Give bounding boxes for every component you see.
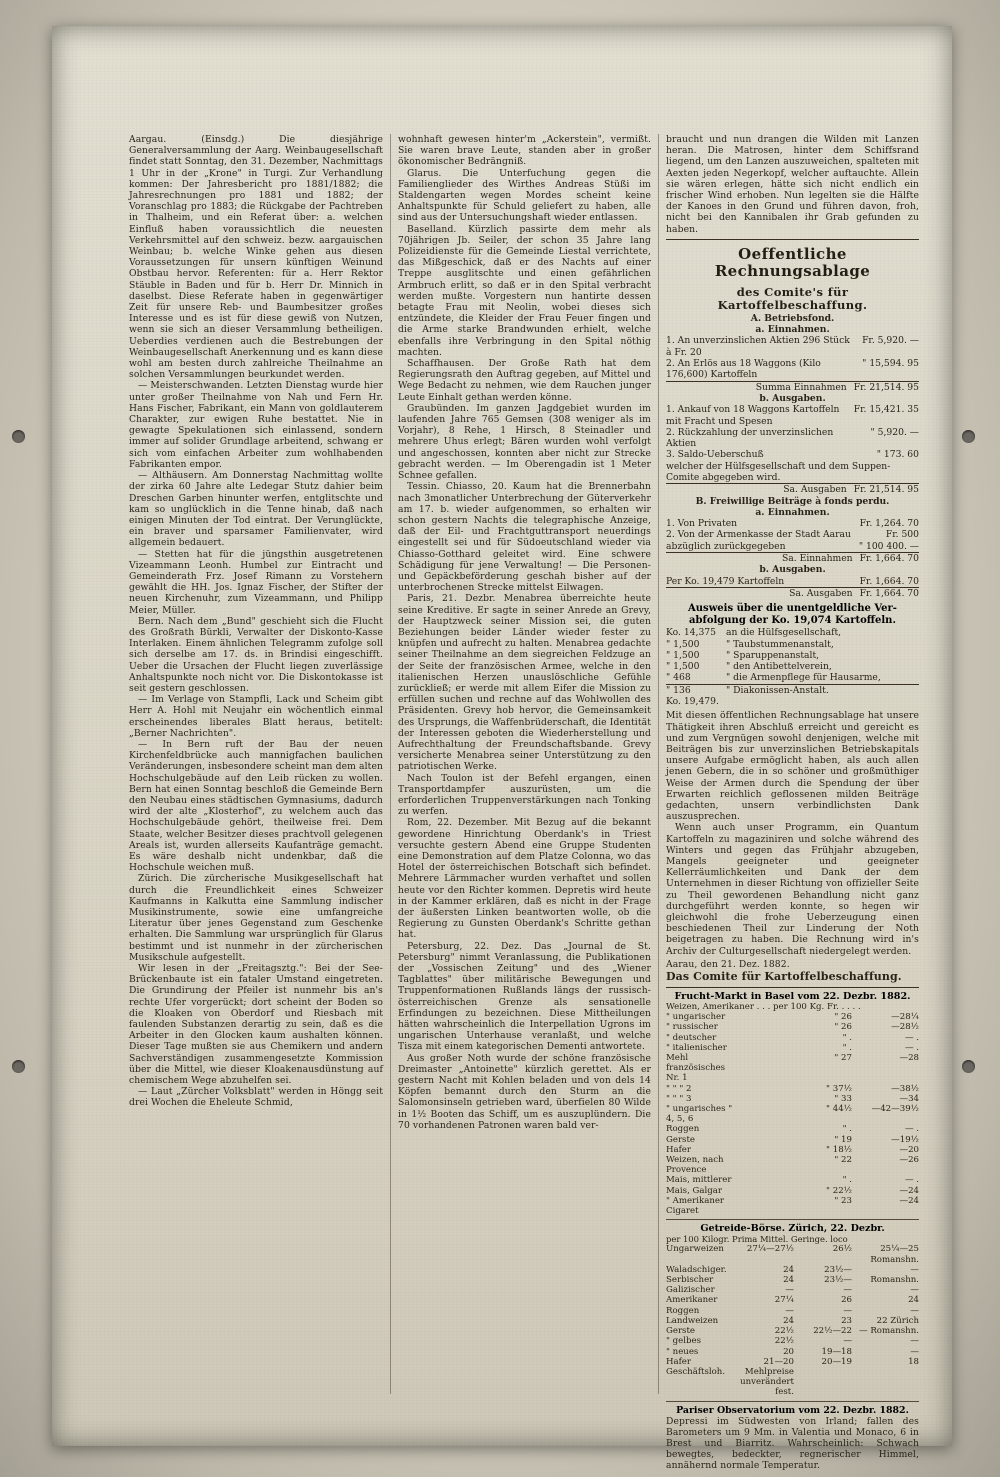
cell: 22½ [774,1336,794,1347]
table-row [666,1012,919,1022]
row-label: 2. Rückzahlung der unverzinslichen Aktien [666,426,834,450]
row-label: Per Ko. 19,479 Kartoffeln [666,575,785,587]
cell: 23 [841,1315,852,1326]
cell [740,1145,798,1155]
row-label: 1. An unverzinslichen Aktien 296 Stück à Fr. 20 [666,335,850,358]
table-row [666,1306,919,1316]
cell: Roggen [666,1124,700,1135]
cell: — [785,1285,794,1296]
row-amount: Fr. 5,920. — [862,335,919,347]
paragraph: Mit diesen öffentlichen Rechnungsablage hat unsere Thätigkeit ihren Abschluß erreicht und gereicht es und zum Vergnügen sowohl denjenigen, welche mit Beiträgen bis zur unverzinslichen Betriebskapitals unsere Aufgabe ermöglicht haben, als auch allen jenen Gebern, die in so schöner und großmüthiger Weise der Armen durch die Spendung der über Erwarten reichlich geflossenen milden Beiträge gedachten, unsern verbindlichsten Dank auszusprechen. [666,710,919,823]
cell: — [785,1305,794,1316]
table-row [666,483,919,495]
cell: 24 [783,1315,794,1326]
section-b-head: B. Freiwillige Beiträge à fonds perdu. [695,495,890,507]
cell: Mais, mittlerer [666,1175,732,1186]
paragraph: — Stetten hat für die jüngsthin ausgetretenen Vizeammann Leonh. Humbel zur Eintracht und Gemeinderath Frz. Josef Rimann zu Vorstehern gewählt die HH. Jos. Ignaz Fischer, der Stifter der neuen Kirchenuhr, zum Vizeammann, und Philipp Meier, Müller. [129,548,383,616]
section-b-income-head: a. Einnahmen. [755,506,830,518]
row-amount: " 15,594. 95 [862,358,919,370]
list-item [666,627,919,638]
row-amount: " 173. 60 [876,449,919,461]
cell [856,1367,919,1398]
signature: Das Comite für Kartoffelbeschaffung. [666,970,902,983]
row-label: Summa Einnahmen [755,381,847,393]
row-label: 2. Von der Armenkasse der Stadt Aarau [666,529,851,541]
row-label: 2. An Erlös aus 18 Waggons (Kilo 176,600) Kartoffeln [666,358,821,381]
cell: " deutscher [666,1032,717,1043]
row-amount: " 100 400. — [858,540,919,552]
cell: 24 [783,1264,794,1275]
cell: Hafer [666,1356,691,1367]
cell: — [843,1285,852,1296]
column-1 [122,134,390,1394]
paragraph: Rom, 22. Dezember. Mit Bezug auf die bekannt gewordene Hinrichtung Oberdank's in Triest versuchte gestern Abend eine Gruppe Studenten eine Demonstration auf dem Platze Colonna, wo das Hotel der österreichischen Botschaft sich befindet. Mehrere Lärmmacher wurden verhaftet und sollen heute vor den Richter kommen. Depretis wird heute in der Kammer erklären, daß es nicht in der Frage der äußersten Linken beantworten wolle, ob die Regierung zu Gunsten Oberdank's Schritte gethan hat. [398,817,651,941]
paragraph: Baselland. Kürzlich passirte dem mehr als 70jährigen Jb. Seiler, der schon 35 Jahre lang Polizeidienste für die Gemeinde Liestal verrichtete, das Mißgeschick, daß er des Nachts auf einer Treppe ausglitschte und einen gefährlichen Armbruch erlitt, so daß er in den Spital verbracht werden mußte. Vorgestern nun hantirte dessen betagte Frau mit Neolin, wobei dieses sich entzündete, die Kleider der Frau Feuer fingen und die Arme starke Brandwunden erhielt, welche ebenfalls ihre Verbringung in den Spital nöthig machten. [398,223,651,358]
cell: —19½ [891,1134,919,1145]
cell: 22 Zürich [876,1315,919,1326]
cell: Hafer [666,1144,691,1155]
cell: — . [904,1175,919,1186]
table-row [666,1275,919,1285]
dateline: Aarau, den 21. Dez. 1882. [666,958,790,970]
cell: — . [904,1042,919,1053]
table-row [666,1357,919,1367]
cell [740,1053,798,1084]
cell: " 18½ [826,1144,852,1155]
cell: 25¼—25 Romanshn. [870,1244,919,1265]
list-item [666,672,919,683]
table-row [666,358,919,381]
row-amount: Fr. 500 [885,529,919,541]
recipient: " den Antibettelverein, [726,661,832,673]
paragraph: Nach Toulon ist der Befehl ergangen, einen Transportdampfer auszurüsten, um die erforderlichen Truppenverstärkungen nach Tonking zu werfen. [398,772,651,818]
cell: — [910,1305,919,1316]
table-row [666,1104,919,1124]
cell: —38½ [891,1083,919,1094]
table-row [666,1084,919,1094]
cell: " Amerikaner Cigaret [666,1195,725,1217]
cell: — . [904,1032,919,1043]
weather-body: Depressi im Südwesten von Irland; fallen des Barometers um 9 Mm. in Valentia und Monaco, 6 in Brest und Biarritz. Wahrscheinlich: Schwach bewegtes, bedeckter, regnerischer Himmel, annähernd normale Temperatur. [666,1415,919,1472]
table-row [666,552,919,564]
cell: Mais, Galgar [666,1185,723,1196]
recipient: an die Hülfsgesellschaft, [726,627,842,639]
table-row [666,1135,919,1145]
cell [740,1104,798,1124]
row-amount: Fr. 1,664. 70 [859,587,919,599]
cell: " 23 [834,1195,852,1206]
paragraph: — In Bern ruft der Bau der neuen Kirchenfeldbrücke auch mannigfachen baulichen Veränderungen, insbesondere scheint man dem alten Hochschulgebäude auf den Leib rücken zu wollen. Bern hat einen Sonntag beschloß die Gemeinde Bern den Neubau eines städtischen Gymnasiums, dadurch wird der alte „Klosterhof", zu welchem auch das Hochschulgebäude gehört, theilweise frei. Dem Staate, welcher Besitzer dieses prachtvoll gelegenen Areals ist, wurden allerseits Kaufanträge gemacht. Es wäre deshalb nicht undenkbar, daß die Hochschule weichen muß. [129,738,383,874]
quantity-total: Ko. 19,479. [666,696,719,708]
paragraph: Bern. Nach dem „Bund" geschieht sich die Flucht des Großrath Bürkli, Verwalter der Diskonto-Kasse Interlaken. Einem ähnlichen Telegramm zufolge soll sich derselbe am 17. ds. in Brindisi eingeschifft. Ueber die Ursachen der Flucht liegen zuverlässige Anhaltspunkte noch nicht vor. Die Diskontokasse ist seit gestern geschlossen. [129,615,383,694]
table-row [666,1316,919,1326]
cell [740,1094,798,1104]
table-row [666,404,919,427]
quantity: " 1,500 [666,661,700,673]
cell [740,1135,798,1145]
table-row [666,576,919,587]
recipient: " Diakonissen-Anstalt. [726,684,829,696]
cell: — [843,1336,852,1347]
paragraph: Wenn auch unser Programm, ein Quantum Kartoffeln zu magaziniren und solche während des Winters und gegen das Frühjahr abzugeben, Mangels geeigneter und geeigneter Kellerräumlichkeiten und Dank der dem Unternehmen in dieser Richtung von offizieller Seite zu Theil gewordenen Behandlung nicht ganz durchgeführt werden konnte, so hegen wir gleichwohl die frohe Ueberzeugung einen beschiedenen Theil zur Linderung der Noth beigetragen zu haben. Die Rechnung wird in's Archiv der Culturgesellschaft niedergelegt werden. [666,822,919,957]
table-row [666,541,919,552]
row-amount: " 5,920. — [870,426,919,438]
cell: Landweizen [666,1315,719,1326]
cell: " . [842,1042,852,1053]
cell: —28¼ [891,1012,919,1023]
table-row [666,1053,919,1084]
cell: " . [842,1032,852,1043]
cell [740,1124,798,1134]
table-row [666,587,919,599]
market1-table [666,1002,919,1216]
paragraph: Glarus. Die Unterfuchung gegen die Familienglieder des Wirthes Andreas Stüßi im Staldengarten wegen Mordes scheint keine Anhaltspunkte für Schuld geliefert zu haben, alle sind aus der Untersuchungshaft wieder entlassen. [398,167,651,224]
cell: 22½ [774,1326,794,1337]
row-amount: Fr. 1,664. 70 [859,575,919,587]
cell: " 37½ [826,1083,852,1094]
cell: Gerste [666,1326,696,1337]
cell [740,1084,798,1094]
cell [740,1196,798,1216]
cell: 18 [908,1356,919,1367]
cell: —26 [899,1155,919,1166]
market1-subhead: Weizen, Amerikaner . . . per 100 Kg. Fr. . . . . [666,1002,861,1012]
cell [740,1043,798,1053]
cell [740,1186,798,1196]
table-row [666,1347,919,1357]
cell: —28 [899,1053,919,1064]
paragraph: braucht und nun drangen die Wilden mit Lanzen heran. Die Matrosen, hinter dem Schiffsrand liegend, um den Lanzen auszuweichen, spalteten mit Aexten jeden Negerkopf, welcher auftauchte. Allein sie wären erlegen, hätte sich nicht endlich ein frischer Wind erhoben. Nun legelten sie die Hälfte der Kanoes in den Grund und führen davon, froh, nicht bei den Kannibalen ihr Grab gefunden zu haben. [666,134,919,235]
row-amount: Fr. 21,514. 95 [853,381,919,393]
cell: — . [904,1124,919,1135]
cell [740,1012,798,1022]
divider [666,1401,919,1402]
paper-sheet [52,26,952,1472]
column-3 [658,134,926,1472]
section-a-income-head: a. Einnahmen. [755,324,830,336]
cell [740,1033,798,1043]
quantity: " 136 [666,684,691,696]
cell: " neues [666,1346,699,1357]
recipient: " Sparuppenanstalt, [726,649,820,661]
cell: " gelbes [666,1336,702,1347]
divider [666,1219,919,1220]
cell: " " " 3 [666,1093,692,1104]
cell: " . [842,1175,852,1186]
cell: —42—39½ [871,1104,919,1115]
cell: —28½ [891,1022,919,1033]
table-row [666,1033,919,1043]
cell: —34 [899,1093,919,1104]
row-label: welcher der Hülfsgesellschaft und dem Suppen-Comite abgegeben wird. [666,460,891,483]
accounting-table [666,313,919,599]
table-row [666,1043,919,1053]
cell: 20 [783,1346,794,1357]
cell: Weizen, nach Provence [666,1155,724,1176]
cell [798,1367,856,1398]
binder-hole [12,1060,25,1073]
table-row [666,1155,919,1175]
section-a-expense-head: b. Ausgaben. [759,392,826,404]
cell: 20—19 [821,1356,852,1367]
cell: 24 [783,1275,794,1286]
cell: " 19 [834,1134,852,1145]
cell: " 22 [834,1155,852,1166]
binder-hole [962,1060,975,1073]
paragraph: Schaffhausen. Der Große Rath hat dem Regierungsrath den Auftrag gegeben, auf Mittel und Wege Bedacht zu nehmen, wie dem Rauchen junger Leute Einhalt gethan werden könne. [398,358,651,403]
cell: —24 [899,1185,919,1196]
cell: " 22½ [826,1185,852,1196]
market2-title: Getreide-Börse. Zürich, 22. Dezbr. [700,1223,885,1235]
list-item [666,661,919,672]
cell: 19—18 [821,1346,852,1357]
table-row [666,518,919,529]
cell: 23½— [824,1275,852,1286]
cell: — [910,1264,919,1275]
cell: 22½—22 [813,1326,852,1337]
cell: — [843,1305,852,1316]
table-row [666,529,919,540]
cell: " . [842,1124,852,1135]
table-row [666,461,919,484]
market2-table [666,1234,919,1397]
row-amount: Fr. 1,664. 70 [859,553,919,565]
cell: Galizischer [666,1285,715,1296]
cell: Geschäftsloh. [666,1366,726,1377]
cell: 26½ [832,1244,852,1255]
row-label: Sa. Einnahmen [782,553,853,565]
table-row [666,1285,919,1295]
cell: " russischer [666,1022,718,1033]
cell: — [910,1336,919,1347]
cell: " 44½ [826,1104,852,1115]
divider [666,987,919,988]
paragraph: Petersburg, 22. Dez. Das „Journal de St. Petersburg" nimmt Veranlassung, die Publikationen der „Vossischen Zeitung" und des „Wiener Tagblattes" über militärische Bewegungen und Truppenformationen Rußlands längs der russisch-österreichischen Grenze als sensationelle Erfindungen zu bezeichnen. Diese Mittheilungen hätten wahrscheinlich die Interpellation Ugrons im ungarischen Unterhause veranlaßt, und welche Tisza mit einem kategorischen Dementi antwortete. [398,940,651,1053]
quantity: " 1,500 [666,638,700,650]
cell: — Romanshn. [859,1326,919,1337]
cell: " " " 2 [666,1083,692,1094]
cell [740,1175,798,1185]
table-row [666,1124,919,1134]
binder-hole [12,430,25,443]
cell [740,1022,798,1032]
cell: " ungarisches " 4, 5, 6 [666,1104,733,1125]
paragraph: Aus großer Noth wurde der schöne französische Dreimaster „Antoinette" kürzlich gerettet. Als er gestern Nacht mit Kohlen beladen und von dels 14 Köpfen bemannt durch den Sturm an die Salomonsinseln getrieben ward, überfielen 80 Wilde in 1½ Booten das Schiff, um es auszuplündern. Die 70 vorhandenen Patronen waren bald ver- [398,1052,651,1131]
paragraph: — Laut „Zürcher Volksblatt" werden in Höngg seit drei Wochen die Eheleute Schmid, [129,1086,383,1109]
list-item-total [666,696,919,707]
proof-title-line2: abfolgung der Ko. 19,074 Kartoffeln. [689,615,896,627]
cell: 21—20 [763,1356,794,1367]
paragraph: Graubünden. Im ganzen Jagdgebiet wurden im laufenden Jahre 765 Gemsen (308 weniger als im Vorjahr), 8 Rehe, 1 Hirsch, 8 Steinadler und mehrere Uhus erlegt; Bären wurden wohl verfolgt und angeschossen, konnten aber nicht zur Strecke gebracht werden. — Im Oberengadin ist 1 Meter Schnee gefallen. [398,402,651,482]
cell: —24 [899,1195,919,1206]
cell: Amerikaner [666,1295,718,1306]
row-amount: Fr. 1,264. 70 [859,518,919,530]
market2-subhead: per 100 Kilogr. Prima Mittel. Geringe. loco [666,1234,848,1245]
recipient: " die Armenpflege für Hausarme, [726,672,881,684]
cell: Mehl französisches Nr. 1 [666,1053,726,1084]
table-row [666,427,919,450]
section-a-head: A. Betriebsfond. [750,312,835,324]
list-item [666,684,919,696]
row-label: abzüglich zurückgegeben [666,540,786,552]
cell: Mehlpreise unverändert fest. [740,1366,794,1398]
table-row [666,1326,919,1336]
paragraph: Paris, 21. Dezbr. Menabrea überreichte heute seine Kreditive. Er sagte in seiner Anrede an Grevy, der Hauptzweck seiner Mission sei, die guten Beziehungen beider Länder wieder fester zu knüpfen und aufrecht zu halten. Menabrea gedachte seiner Theilnahme an dem siegreichen Feldzuge an der Seite der französischen Armee, welche in den italienischen Herzen unauslöschliche Gefühle zurückließ; er werde mit allem Eifer die Mission zu erfüllen suchen und rechne auf das Wohlwollen des Präsidenten. Grevy hob hervor, die Gemeinsamkeit des Ursprungs, die Waffenbrüderschaft, die Identität der Interessen geboten die Wiederherstellung und Aufrechthaltung der Freundschaftsbande. Grevy versicherte Menabrea seiner Unterstützung zu den patriotischen Werke. [398,593,651,773]
proof-title-line1: Ausweis über die unentgeldliche Ver- [688,603,897,615]
table-row [666,1265,919,1275]
cell [740,1155,798,1175]
section-b-expense-head: b. Ausgaben. [759,564,826,576]
table-row [666,1367,919,1398]
cell: —20 [899,1144,919,1155]
list-item [666,639,919,650]
table-row [666,1196,919,1216]
quantity: " 468 [666,672,691,684]
table-row [666,1336,919,1346]
accounting-subtitle: des Comite's für Kartoffelbeschaffung. [717,284,868,312]
column-2 [390,134,658,1394]
row-amount: Fr. 21,514. 95 [853,484,919,496]
cell: " italienischer [666,1042,727,1053]
row-label: 3. Saldo-Ueberschuß [666,449,764,461]
cell: " 33 [834,1093,852,1104]
row-label: Sa. Ausgaben [783,484,847,496]
paragraph: — Althäusern. Am Donnerstag Nachmittag wollte der zirka 60 Jahre alte Ledegar Stutz dahier beim Dreschen Garben hinunter werfen, entglitschte und kam so unglücklich in die Tenne hinab, daß nach einigen Minuten der Tod eintrat. Der Verunglückte, ein braver und sparsamer Familienvater, wird allgemein bedauert. [129,470,383,549]
cell: 26 [841,1295,852,1306]
row-amount: Fr. 15,421. 35 [853,404,919,416]
distribution-list [666,627,919,707]
table-row [666,1244,919,1264]
paragraph: — Meisterschwanden. Letzten Dienstag wurde hier unter großer Theilnahme von Nah und Fern Hr. Hans Fischer, Fabrikant, ein Mann von goldlauterem Charakter, zur ewigen Ruhe bestattet. Nie in gewagte Spekulationen sich einlassend, sondern immer auf solider Grundlage arbeitend, schwang er sich vom einfachen Arbeiter zum wohlhabenden Fabrikanten empor. [129,380,383,470]
cell: Romanshn. [870,1275,919,1286]
table-row [666,381,919,393]
paragraph: wohnhaft gewesen hinter'm „Ackerstein", vermißt. Sie waren brave Leute, standen aber in großer ökonomischer Bedrängniß. [398,134,651,168]
cell: — [910,1285,919,1296]
recipient: " Taubstummenanstalt, [726,638,834,650]
row-label: 1. Ankauf von 18 Waggons Kartoffeln mit Fracht und Spesen [666,404,840,427]
cell: Waladschiger. [666,1264,727,1275]
table-row [666,1094,919,1104]
row-label: Sa. Ausgaben [789,587,853,599]
cell: " 27 [834,1053,852,1064]
cell: 27¼ [774,1295,794,1306]
cell: " ungarischer [666,1012,726,1023]
article-columns [122,134,988,1472]
cell: 23½— [824,1264,852,1275]
paragraph: Tessin. Chiasso, 20. Kaum hat die Brennerbahn nach 3monatlicher Unterbrechung der Güterverkehr am 17. b. wieder aufgenommen, so erhalten wir schon gestern Nachts die telegraphische Anzeige, daß der Eil- und Frachtguttransport neuerdings eingestellt sei und für Südoeutschland wieder via Chiasso-Gotthard geleitet wird. Eine schwere Schädigung für jene Verwaltung! — Die Personen- und Gepäckbeförderung geschah bisher auf der unterbrochenen Strecke mittelst Eilwagen. [398,481,651,594]
table-row [666,335,919,358]
binder-hole [962,430,975,443]
paragraph: Wir lesen in der „Freitagsztg.": Bei der See-Brückenbaute ist ein fataler Umstand eingetreten. Die Grundirung der Pfeiler ist nunmehr bis an's rechte Ufer vorgerückt; dort scheint der Boden so die Kloaken von Oberdorf und Riesbach mit faulenden Substanzen derartig zu sein, daß es die Arbeiter in den Glocken kaum aushalten können. Dieser Tage mußten sie aus Chemikern und andern Sachverständigen zusammengesetzte Kommission über die Mittel, wie dieser Kloakenausdünstung auf chemischem Wege abzuhelfen sei. [129,963,383,1087]
paragraph: — Im Verlage von Stampfli, Lack und Scheim gibt Herr A. Hohl mit Neujahr ein wöchentlich einmal erscheinendes liberales Blatt heraus, betitelt: „Berner Nachrichten". [129,694,383,739]
list-item [666,650,919,661]
cell: — [910,1346,919,1357]
cell: Ungarweizen [666,1244,724,1255]
cell: 27¼—27½ [746,1244,794,1255]
cell: " 26 [834,1022,852,1033]
paragraph: Zürich. Die zürcherische Musikgesellschaft hat durch die Freundlichkeit eines Schweizer Kaufmanns in Kalkutta eine Sammlung indischer Musikinstrumente, sowie eine umfangreiche Literatur über jenes Gegenstand zum Geschenke erhalten. Die Sammlung war ursprünglich für Glarus bestimmt und ist nunmehr in der zürcherischen Musikschule aufgestellt. [129,873,383,963]
quantity: " 1,500 [666,649,700,661]
cell: 24 [908,1295,919,1306]
divider [666,239,919,240]
cell: Gerste [666,1134,696,1145]
cell: Roggen [666,1305,700,1316]
table-row [666,449,919,460]
cell: Serbischer [666,1275,714,1286]
cell: " 26 [834,1012,852,1023]
row-label: 1. Von Privaten [666,518,738,530]
table-row [666,1295,919,1305]
table-row [666,1175,919,1185]
weather-title: Pariser Observatorium vom 22. Dezbr. 1882. [676,1404,909,1416]
table-row [666,1145,919,1155]
quantity: Ko. 14,375 [666,627,716,639]
paragraph: Aargau. (Einsdg.) Die diesjährige Generalversammlung der Aarg. Weinbaugesellschaft findet statt Sonntag, den 31. Dezember, Nachmittags 1 Uhr in der „Krone" in Turgi. Zur Verhandlung kommen: Der Jahresbericht pro 1881/1882; die Jahresrechnungen pro 1881 und 1882; der Voranschlag pro 1883; die Rückgabe der Pachtreben in Thalheim, und ein Referat über: a. welchen Einfluß haben voraussichtlich die neuesten Verkehrsmittel auf den schweiz. bezw. aargauischen Weinbau; b. welche Winke gehen aus diesen Voraussetzungen für unsern künftigen Weinund Obstbau hervor. Referenten: für a. Herr Rektor Stäuble in Baden und für b. Herr Dr. Minnich in daselbst. Diese Referate haben in gegenwärtiger Zeit für unsere Reb- und Baumbesitzer großes Interesse und es ist für diese gewiß von Nutzen, wenn sie sich an dieser Versammlung betheiligen. Ueberdies verdienen auch die Bestrebungen der Weinbaugesellschaft Anerkennung und es kann diese wohl am besten durch zahlreiche Theilnahme an solchen Versammlungen beurkundet werden. [129,134,383,381]
market1-title: Frucht-Markt in Basel vom 22. Dezbr. 1882. [674,991,911,1002]
table-row [666,1022,919,1032]
recipient [726,696,919,707]
accounting-title: Oeffentliche Rechnungsablage [714,244,871,280]
table-row [666,1186,919,1196]
